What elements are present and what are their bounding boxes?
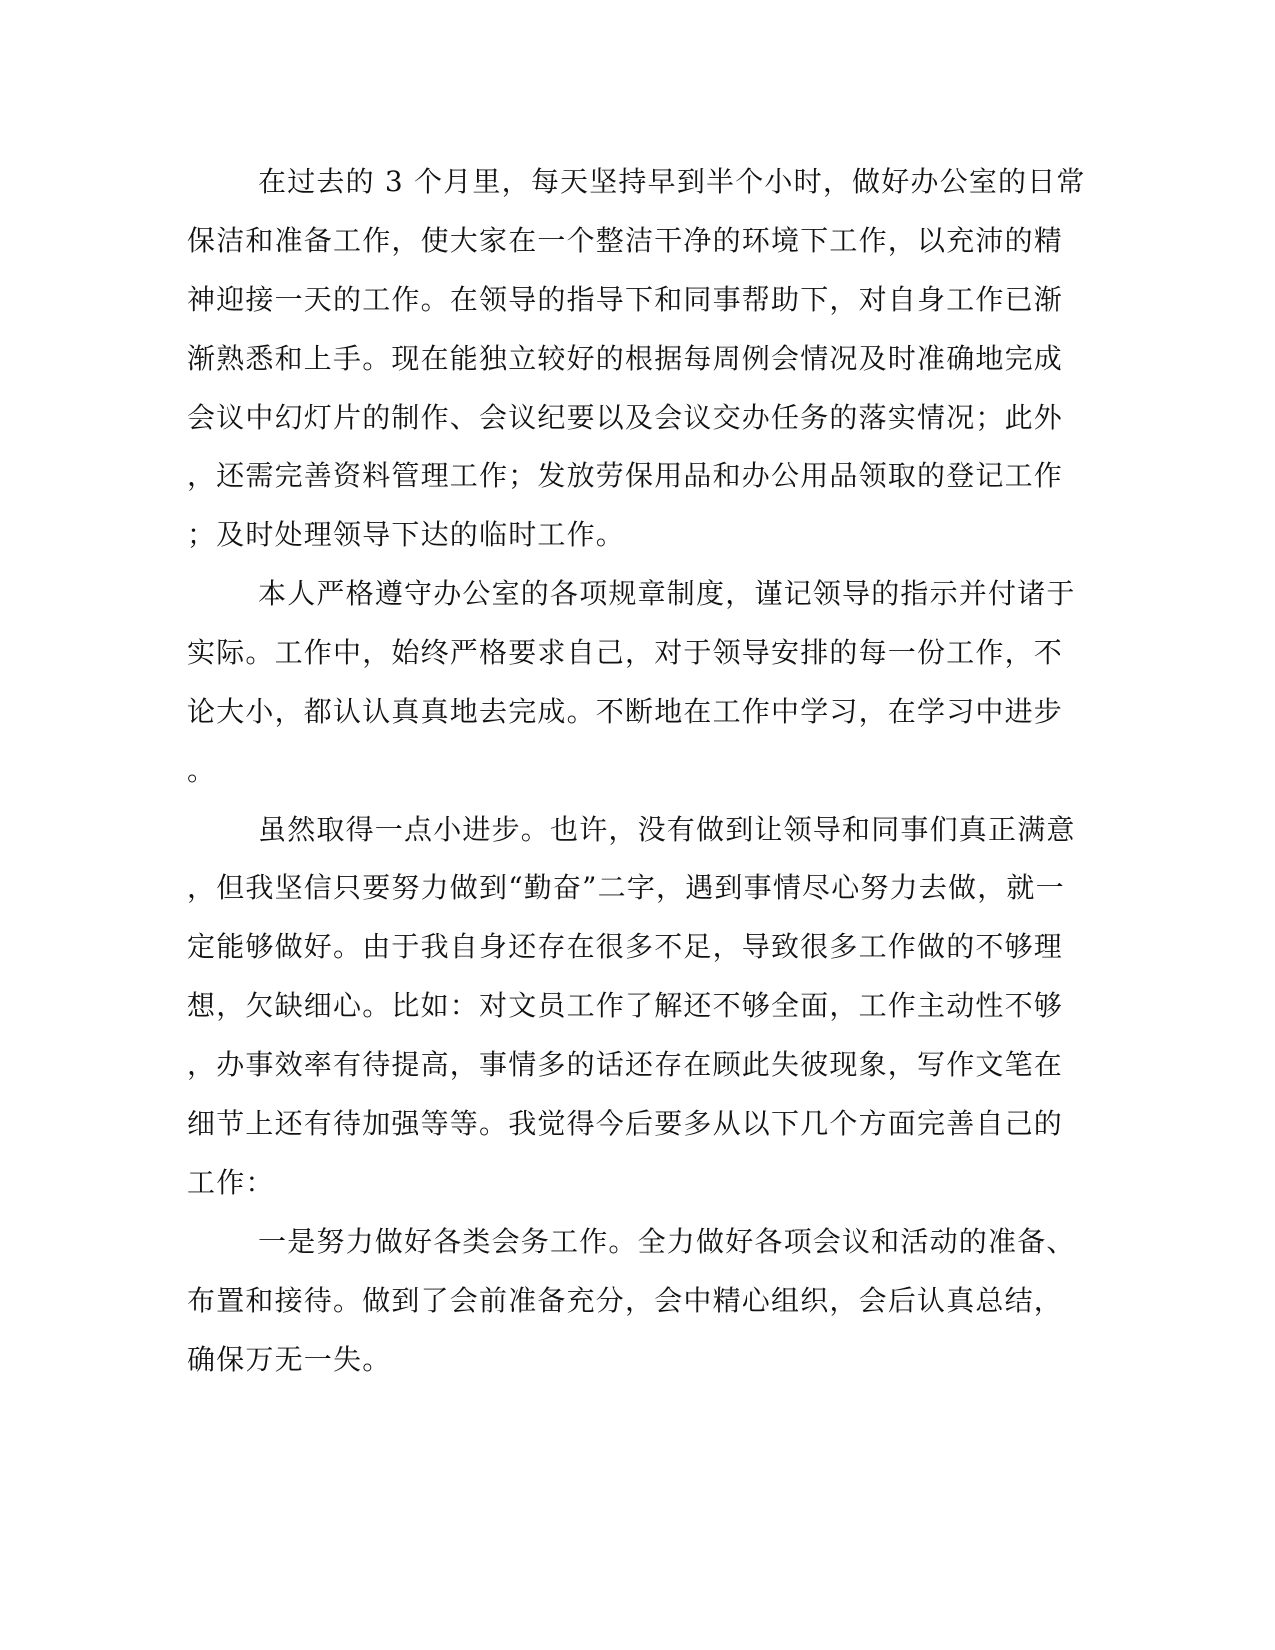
paragraph-1-line-3: 神迎接一天的工作。在领导的指导下和同事帮助下，对自身工作已渐 xyxy=(187,283,1064,316)
paragraph-1-line-6: ，还需完善资料管理工作；发放劳保用品和办公用品领取的登记工作 xyxy=(187,459,1064,492)
paragraph-4-line-3: 确保万无一失。 xyxy=(187,1343,392,1376)
paragraph-4-line-1: 一是努力做好各类会务工作。全力做好各项会议和活动的准备、 xyxy=(258,1225,1076,1258)
paragraph-1-line-5: 会议中幻灯片的制作、会议纪要以及会议交办任务的落实情况；此外 xyxy=(187,401,1064,434)
paragraph-2-line-2: 实际。工作中，始终严格要求自己，对于领导安排的每一份工作，不 xyxy=(187,636,1064,669)
paragraph-3-line-7: 工作： xyxy=(187,1166,275,1199)
paragraph-3-line-5: ，办事效率有待提高，事情多的话还存在顾此失彼现象，写作文笔在 xyxy=(187,1048,1064,1081)
paragraph-4-line-2: 布置和接待。做到了会前准备充分，会中精心组织，会后认真总结， xyxy=(187,1284,1064,1317)
paragraph-1-line-7: ；及时处理领导下达的临时工作。 xyxy=(187,518,626,551)
paragraph-1-line-2: 保洁和准备工作，使大家在一个整洁干净的环境下工作，以充沛的精 xyxy=(187,224,1064,257)
paragraph-2-line-4: 。 xyxy=(187,754,217,787)
paragraph-1-line-1: 在过去的 3 个月里，每天坚持早到半个小时，做好办公室的日常 xyxy=(258,165,1086,198)
paragraph-2-line-3: 论大小，都认认真真地去完成。不断地在工作中学习，在学习中进步 xyxy=(187,695,1064,728)
paragraph-3-line-6: 细节上还有待加强等等。我觉得今后要多从以下几个方面完善自己的 xyxy=(187,1107,1064,1140)
paragraph-3-line-3: 定能够做好。由于我自身还存在很多不足，导致很多工作做的不够理 xyxy=(187,930,1064,963)
paragraph-3-line-1: 虽然取得一点小进步。也许，没有做到让领导和同事们真正满意 xyxy=(258,813,1076,846)
paragraph-1-line-4: 渐熟悉和上手。现在能独立较好的根据每周例会情况及时准确地完成 xyxy=(187,342,1064,375)
paragraph-3-line-4: 想，欠缺细心。比如：对文员工作了解还不够全面，工作主动性不够 xyxy=(187,989,1064,1022)
paragraph-3-line-2: ，但我坚信只要努力做到“勤奋”二字，遇到事情尽心努力去做，就一 xyxy=(187,871,1065,904)
paragraph-2-line-1: 本人严格遵守办公室的各项规章制度，谨记领导的指示并付诸于 xyxy=(258,577,1076,610)
